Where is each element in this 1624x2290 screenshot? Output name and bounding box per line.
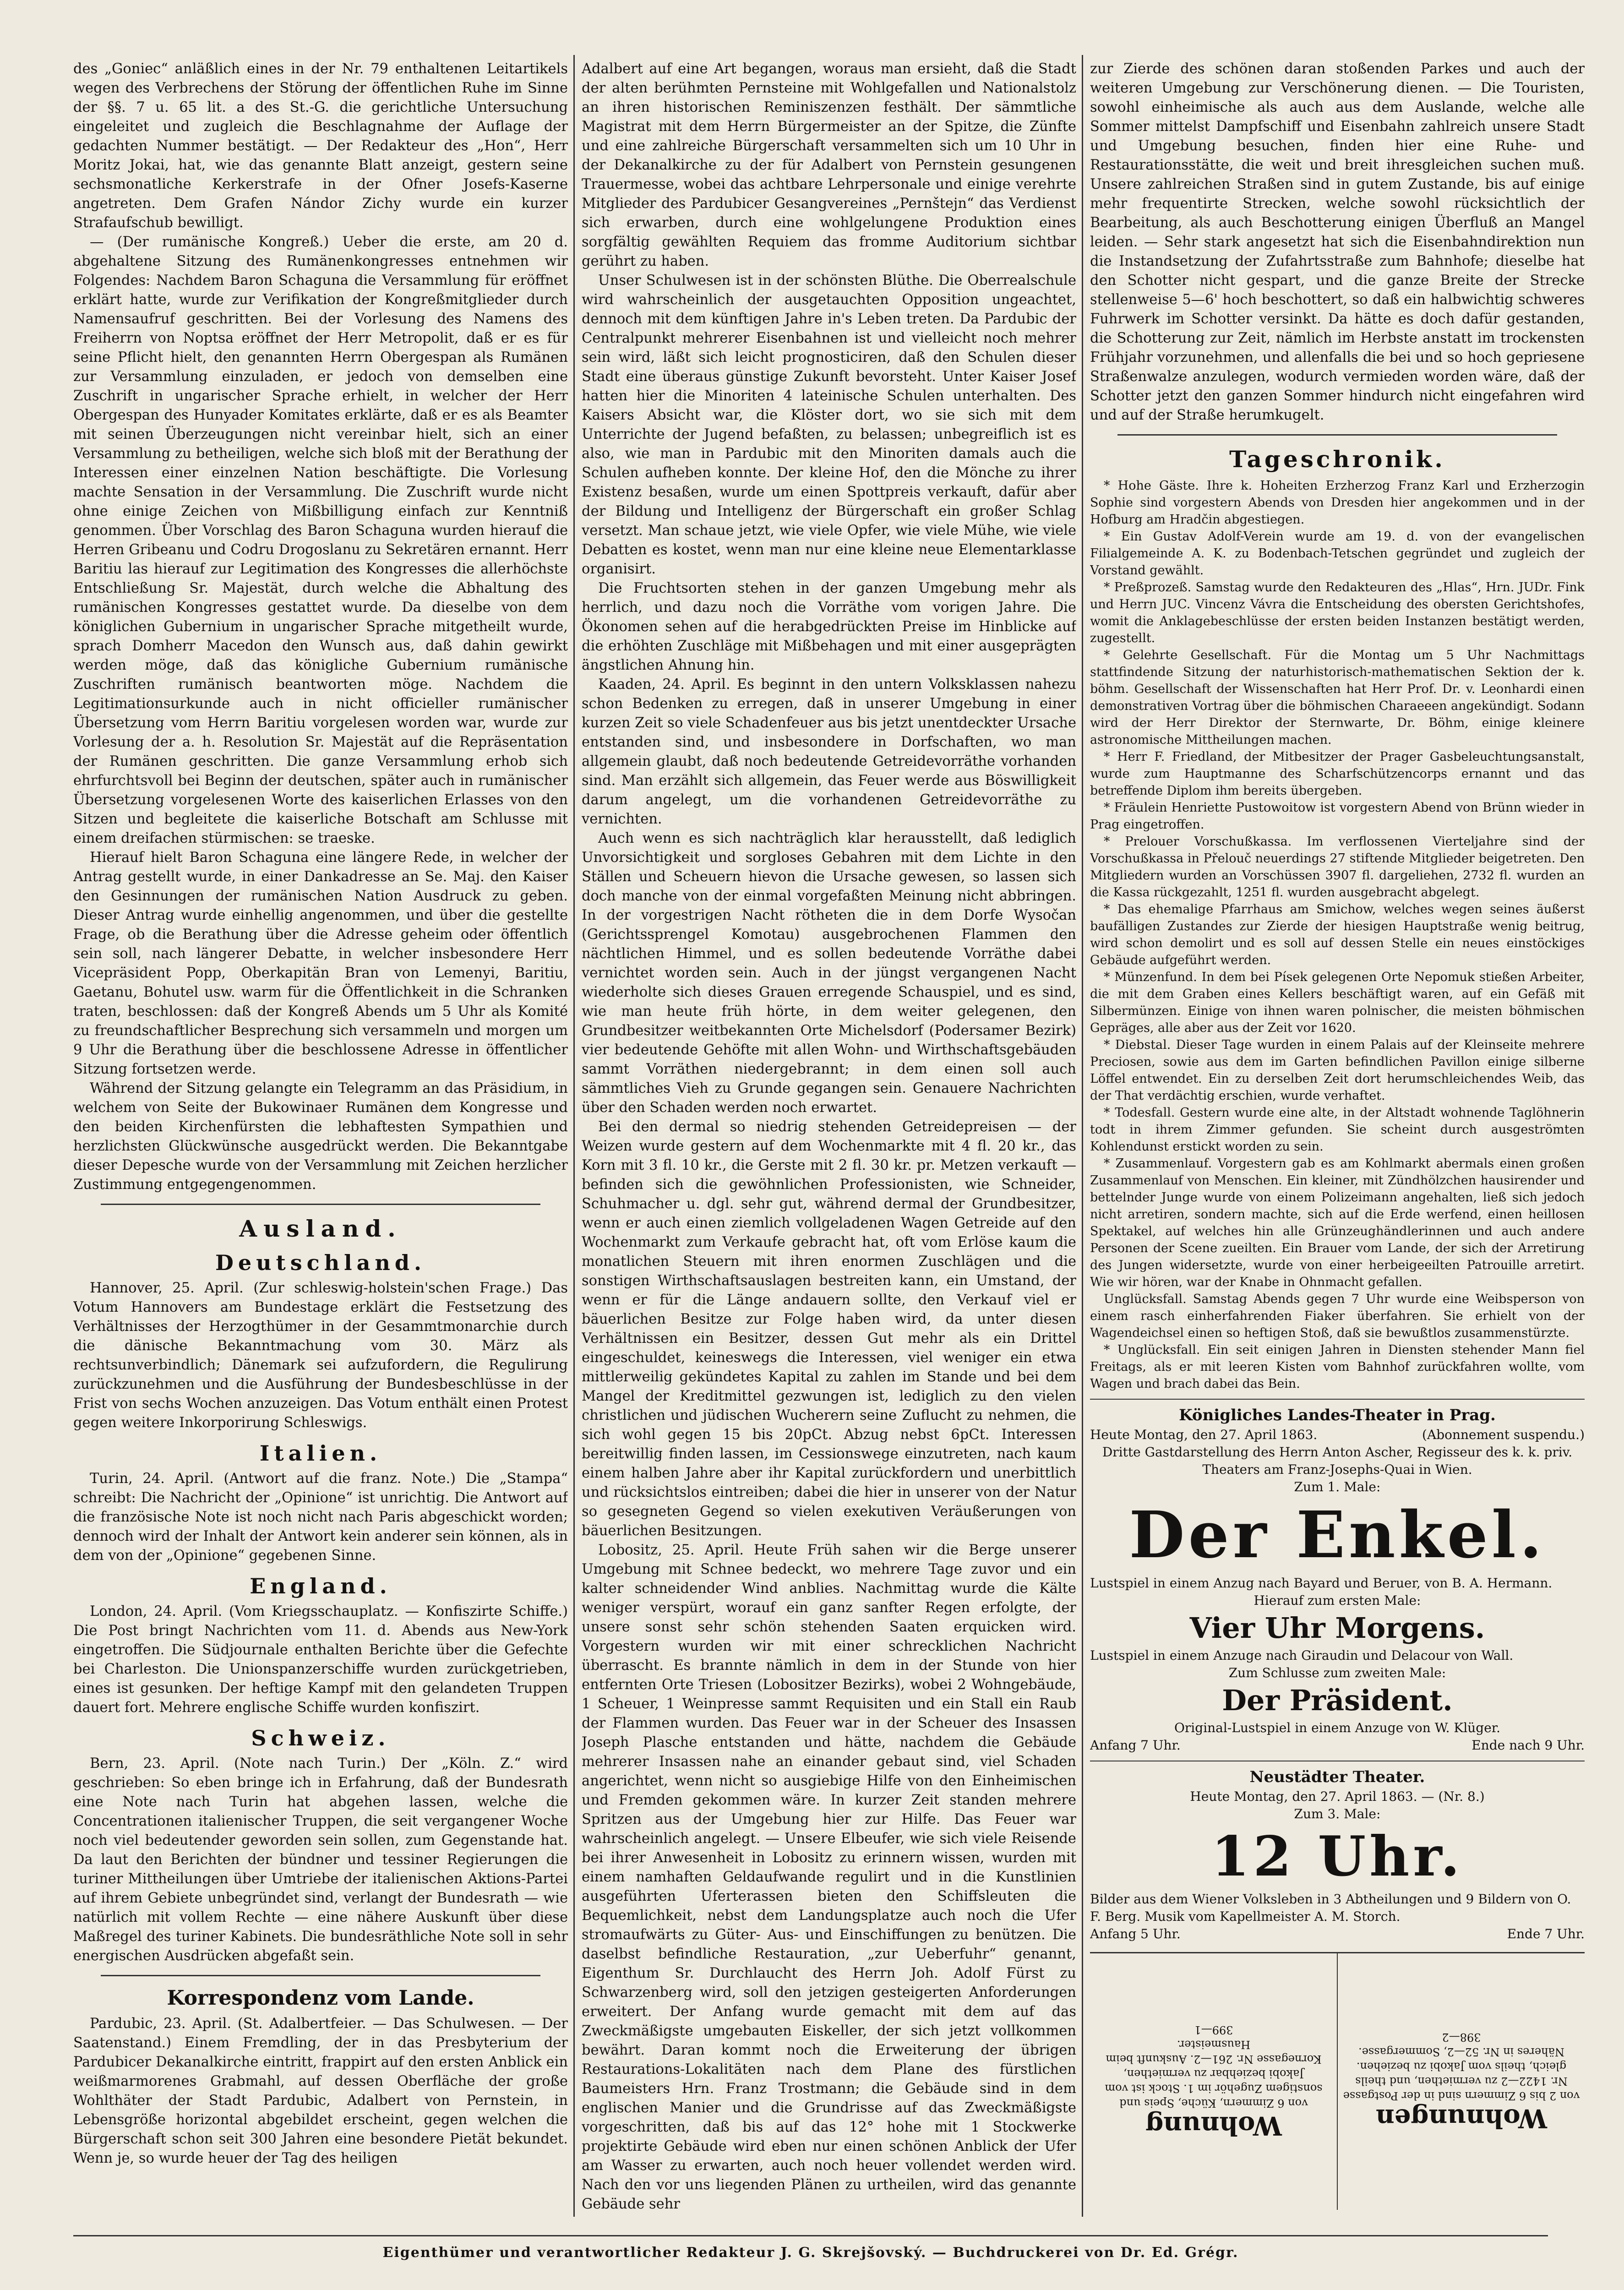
article-paragraph: Bei den dermal so niedrig stehenden Getreidepreisen — der Weizen wurde gestern auf dem Wochenmarkte mit 4 fl. 20 kr., das Korn mit 3 fl. 10 kr., die Gerste mit 2 fl. 30 kr. pr. Metzen verkauft — befinden sich die gewöhnlichen Professionisten, wie Schneider, Schuhmacher u. dgl. sehr gut, während dermal der Grundbesitzer, wenn er auch einen ziemlich vollgeladenen Wagen Getreide auf den Wochenmarkt zum Verkaufe gebracht hat, oft vom Erlöse kaum die monatlichen Steuern mit ihren enormen Zuschlägen und die sonstigen Wirthschaftsauslagen bestreiten kann, ein Umstand, der wenn er für die Länge andauern sollte, den Verkauf viel er bäuerlichen Besitze zur Folge haben wird, da unter diesen Verhältnissen ein Besitzer, dessen Gut mehr als ein Drittel eingeschuldet, keineswegs die Interessen, viel weniger ein etwa mittlerweilig gekündetes Kapital zu zahlen im Stande und bei dem Mangel der Kreditmittel gezwungen ist, lediglich zu den vielen christlichen und jüdischen Wucherern seine Zuflucht zu nehmen, die sich wohl gegen 15 bis 20pCt. Abzug nebst 6pCt. Interessen bereitwillig finden lassen, im Cessionswege einzutreten, nach kaum einem halben Jahre aber ihr Kapital zurückfordern und unerbittlich und rücksichtslos eintreiben; dabei die hier in unserer von der Natur so gesegneten Gegend so vielen exekutiven Veräußerungen von bäuerlichen Besitzungen. [582,1119,1076,1539]
news-item: * Münzenfund. In dem bei Písek gelegenen Orte Nepomuk stießen Arbeiter, die mit dem Graben eines Kellers beschäftigt waren, auf ein Gefäß mit Silbermünzen. Einige von ihnen waren polnischer, die meisten böhmischen Gepräges, alle aber aus der Zeit vor 1620. [1090,970,1585,1035]
article-paragraph: Unser Schulwesen ist in der schönsten Blüthe. Die Oberrealschule wird wahrscheinlich der ausgetauchten Opposition ungeachtet, dennoch mit dem künftigen Jahre in's Leben treten. Da Pardubic der Centralpunkt mehrerer Eisenbahnen ist und vielleicht noch mehrer sein wird, läßt sich leicht prognosticiren, daß den Schulen dieser Stadt eine überaus günstige Zukunft bevorsteht. Unter Kaiser Josef hatten hier die Minoriten 4 lateinische Schulen unterhalten. Des Kaisers Absicht war, die Klöster dort, wo sie sich mit dem Unterrichte der Jugend befaßten, zu belassen; unbegreiflich ist es also, wie man in Pardubic mit den Minoriten damals auch die Schulen aufheben konnte. Der kleine Hof, den die Mönche zu ihrer Existenz besaßen, wurde um einen Spottpreis verkauft, dafür aber der Bildung und Intelligenz der Bürgerschaft ein großer Schlag versetzt. Man schaue jetzt, wie viele Opfer, wie viele Mühe, wie viele Debatten es kostet, wenn man nur eine kleine neue Elementarklasse organisirt. [582,273,1076,577]
ad-title: Wohnung [1145,2110,1282,2141]
article-paragraph: Kaaden, 24. April. Es beginnt in den untern Volksklassen nahezu schon Bedenken zu erregen, daß in unserer Umgebung in einer kurzen Zeit so viele Schadenfeuer aus bis jetzt unentdeckter Ursache entstanden sind, und insbesondere in Dorfschaften, wo man allgemein glaubt, daß noch bedeutende Getreidevorräthe vorhanden sind. Man erzählt sich allgemein, das Feuer werde aus Böswilligkeit darum angelegt, um die vorhandenen Getreidevorräthe zu vernichten. [582,676,1076,827]
news-item: Unglücksfall. Samstag Abends gegen 7 Uhr wurde eine Weibsperson von einem rasch einherfahrenden Fiaker überfahren. Sie erhielt von der Wagendeichsel einen so heftigen Stoß, daß sie bewußtlos zusammenstürzte. [1090,1292,1585,1340]
column-right [1090,60,1585,2212]
section-heading-korrespondenz: Korrespondenz vom Lande. [167,1986,474,2010]
play-title-der-enkel: Der Enkel. [1129,1498,1546,1573]
column-rule [573,55,575,2217]
theatre-times-row [1090,1737,1585,1754]
theatre-performance-count: Zum Schlusse zum zweiten Male: [1228,1665,1446,1680]
news-item: * Prelouer Vorschußkassa. Im verflossenen Vierteljahre sind der Vorschußkassa in Přelouč neuerdings 27 stiftende Mitglieder beigetreten. Den Mitgliedern wurden an Vorschüssen 3907 fl. dargeliehen, 2732 fl. wurden an die Kassa rückgezahlt, 1251 fl. wurden ausgebracht abgelegt. [1090,834,1585,900]
section-heading-italien: Italien. [259,1441,382,1466]
section-heading-ausland: Ausland. [239,1215,402,1242]
theatre-performance-count: Hierauf zum ersten Male: [1253,1593,1421,1608]
play-description: Lustspiel in einem Anzug nach Bayard und Beruer, von B. A. Hermann. [1090,1576,1553,1591]
ad-text: von 2 bis 6 Zimmern sind in der Postgasse Nr. 1422—2 zu vermiethen, und theils gleich, theils vom Jakobi zu beziehen. Näheres in Nr. 52—2, Sommergasse. [1343,2045,1580,2102]
article-paragraph: zur Zierde des schönen daran stoßenden Parkes und auch der weiteren Umgebung zur Verschönerung dienen. — Die Touristen, sowohl einheimische als auch aus dem Auslande, welche alle Sommer mittelst Dampfschiff und Eisenbahn zahlreich unsere Stadt und Umgebung besuchen, finden hier eine Ruhe- und Restaurationsstätte, die weit und breit ihresgleichen suchen muß. Unsere zahlreichen Straßen sind in gutem Zustande, bis auf einige mehr frequentirte Strecken, welche sowohl rücksichtlich der Bearbeitung, als auch Beschotterung einigen Überfluß an Mangel leiden. — Sehr stark angesetzt hat sich die Eisenbahndirektion nun die Instandsetzung der Zufahrtsstraße zum Bahnhofe; dieselbe hat den Schotter nicht gespart, und die ganze Breite der Strecke stellenweise 5—6' hoch beschottert, so daß ein halbwichtig schweres Fuhrwerk im Schotter versinkt. Da hätte es doch dafür gestanden, die Schotterung zur Zeit, nämlich im Herbste anstatt im trockensten Frühjahr vorzunehmen, und allenfalls die bei und so hoch gepriesene Straßenwalze anzulegen, wodurch vermieden worden wäre, daß der Schotter jetzt den ganzen Sommer hindurch nicht eingefahren wird und auf der Straße herumkugelt. [1090,61,1585,423]
news-item: * Fräulein Henriette Pustowoitow ist vorgestern Abend von Brünn wieder in Prag eingetroffen. [1090,801,1585,832]
news-item: * Todesfall. Gestern wurde eine alte, in der Altstadt wohnende Taglöhnerin todt in ihrem Zimmer gefunden. Sie scheint durch ausgeströmten Kohlendunst erstickt worden zu sein. [1090,1106,1585,1154]
theatre-abonnement: (Abonnement suspendu.) [1422,1427,1585,1442]
theatre-date: Heute Montag, den 27. April 1863. [1090,1427,1318,1442]
article-paragraph: Pardubic, 23. April. (St. Adalbertfeier. — Das Schulwesen. — Der Saatenstand.) Einem Fremdling, der in das Presbyterium der Pardubicer Dekanalkirche eintritt, frappirt auf den ersten Anblick ein weißmarmorenes Grabmahl, auf dessen Oberfläche der große Wohlthäter der Stadt Pardubic, Adalbert von Pernstein, in Lebensgröße horizontal abgebildet erscheint, gegen welchen die Bürgerschaft schon seit 300 Jahren eine besondere Pietät bekundet. Wenn je, so wurde heuer der Tag des heiligen [73,2016,568,2166]
ad-text: von 6 Zimmern, Küche, Speis und sonstigem Zugehör im 1. Stock ist vom Jakobi beziehbar zu vermiethen, Kornegasse Nr. 261—2. Auskunft beim Hausmeister. [1104,2038,1323,2110]
article-paragraph: Hierauf hielt Baron Schaguna eine längere Rede, in welcher der Antrag gestellt wurde, in einer Dankadresse an Se. Maj. den Kaiser den Gesinnungen der rumänischen Nation Ausdruck zu geben. Dieser Antrag wurde einhellig angenommen, und über die gestellte Frage, ob die Berathung über die Adresse geheim oder öffentlich sein soll, nach längerer Debatte, in welcher insbesondere Herr Vicepräsident Popp, Oberkapitän Bran von Lemenyi, Baritiu, Gaetanu, Bohutel usw. warm für die Öffentlichkeit in die Schranken traten, beschlossen: daß der Kongreß Abends um 5 Uhr als Komité zu freundschaftlicher Besprechung sich versammeln und morgen um 9 Uhr die Berathung über die beschlossene Adresse in öffentlicher Sitzung fortsetzen werde. [73,850,568,1077]
news-item: * Zusammenlauf. Vorgestern gab es am Kohlmarkt abermals einen großen Zusammenlauf von Menschen. Ein kleiner, mit Zündhölzchen hausirender und bettelnder Junge wurde von einem Polizeimann angehalten, ließ sich jedoch nicht arretiren, sondern machte, sich auf die Erde werfend, einen heillosen Spektakel, auf welches hin alle Grünzeughändlerinnen und auch andere Personen der Scene zueilten. Ein Brauer vom Lande, der sich der Arretirung des Jungen widersetzte, wurde von einer herbeigeeilten Patrouille arretirt. Wie wir hören, war der Knabe in Ohnmacht gefallen. [1090,1156,1585,1289]
theatre-times-row [1090,1925,1585,1943]
article-paragraph: Lobositz, 25. April. Heute Früh sahen wir die Berge unserer Umgebung mit Schnee bedeckt, wo mehrere Tage zuvor und ein kalter schneidender Wind anblies. Nachmittag wurde die Kälte weniger verspürt, worauf ein ganz sanfter Regen erfolgte, der unsere sonst sehr schön stehenden Saaten erquicken wird. Vorgestern wurden wir mit einer schrecklichen Nachricht überrascht. Es brannte nämlich in dem in der Stunde von hier entfernten Orte Triesen (Lobositzer Bezirks), wobei 2 Wohngebäude, 1 Scheuer, 1 Weinpresse sammt Requisiten und ein Stall ein Raub der Flammen wurden. Das Feuer war in der Scheuer des Insassen Joseph Plasche entstanden und hätte, nachdem die Gebäude mehrerer Insassen nahe an einander gebaut sind, viel Schaden angerichtet, wenn nicht so ausgiebige Hilfe von den Einheimischen und Fremden gekommen wäre. In kurzer Zeit standen mehrere Spritzen aus der Umgebung hier zur Hilfe. Das Feuer war wahrscheinlich angelegt. — Unsere Elbeufer, wie sich viele Reisende bei ihrer Anwesenheit in Lobositz zu erinnern wissen, wurden mit einem namhaften Geldaufwande regulirt und in die Kunstlinien ausgeführten Uferterassen bieten den Schiffsleuten die Bequemlichkeit, nebst dem Landungsplatze auch noch die Ufer stromaufwärts zu Güter- Aus- und Einschiffungen zu benützen. Die daselbst befindliche Restauration, „zur Ueberfuhr“ genannt, Eigenthum Sr. Durchlaucht des Herrn Joh. Adolf Fürst zu Schwarzenberg wird, soll den jetzigen gesteigerten Anforderungen erweitert. Der Anfang wurde gemacht mit dem auf das Zweckmäßigste umgebauten Eiskeller, der sich jetzt vollkommen bewährt. Daran kommt noch die Erweiterung der übrigen Restaurations-Lokalitäten nach dem Plane des fürstlichen Baumeisters Hrn. Franz Trostmann; die Gebäude sind in dem englischen Manier und die Grundrisse auf das Zweckmäßigste vorgeschritten, daß bis auf das 12° hohe mit 1 Stockwerke projektirte Gebäude wird eben nur einen schönen Anblick der Ufer am Wasser zu erwarten, auch noch heuer vollendet werden wird. Nach den vor uns liegenden Plänen zu urtheilen, wird das genannte Gebäude sehr [582,1542,1076,2212]
column-rule [1082,55,1083,2217]
imprint-footer: Eigenthümer und verantwortlicher Redakteur J. G. Skrejšovský. — Buchdruckerei von Dr. Ed. Grégr. [73,2235,1548,2261]
play-title-12-uhr: 12 Uhr. [1211,1824,1464,1889]
section-heading-tageschronik: Tageschronik. [1229,446,1445,473]
article-paragraph: Hannover, 25. April. (Zur schleswig-holstein'schen Frage.) Das Votum Hannovers am Bundestage erklärt die Festsetzung des Verhältnisses der Herzogthümer in der Gesammtmonarchie durch die dänische Bekanntmachung vom 30. März als rechtsunverbindlich; Dänemark sei aufzufordern, die Regulirung zurückzunehmen und die Ausführung der Bundesbeschlüsse in der Frist von sechs Wochen anzuzeigen. Das Votum enthält einen Protest gegen weitere Inkorporirung Schleswigs. [73,1280,568,1431]
news-item: * Diebstal. Dieser Tage wurden in einem Palais auf der Kleinseite mehrere Preciosen, sowie aus dem im Garten befindlichen Pavillon einige silberne Löffel entwendet. Ein zu derselben Zeit dort herumschleichendes Weib, das der That verdächtig erschien, wurde verhaftet. [1090,1038,1585,1103]
article-paragraph: Während der Sitzung gelangte ein Telegramm an das Präsidium, in welchem von Seite der Bukowinaer Rumänen dem Kongresse und den beiden Kirchenfürsten die lebhaftesten Sympathien und herzlichsten Glückwünsche ausgedrückt werden. Die Bekanntgabe dieser Depesche wurde von der Versammlung mit Zeichen herzlicher Zustimmung entgegengenommen. [73,1080,568,1193]
play-title-praesident: Der Präsident. [1222,1684,1453,1717]
section-divider [1090,1399,1585,1400]
play-description: Lustspiel in einem Anzuge nach Giraudin und Delacour von Wall. [1090,1648,1514,1663]
ad-rotated-content [1095,2023,1333,2141]
news-item: * Gelehrte Gesellschaft. Für die Montag um 5 Uhr Nachmittags stattfindende Sitzung der naturhistorisch-mathematischen Sektion der k. böhm. Gesellschaft der Wissenschaften hat Herr Prof. Dr. v. Leonhardi einen demonstrativen Vortrag über die böhmischen Charaeeen angekündigt. Sodann wird der Herr Direktor der Sternwarte, Dr. Böhm, einige kleinere astronomische Mittheilungen machen. [1090,648,1585,747]
classified-ads [1090,1952,1585,2210]
ad-wohnung [1090,1953,1338,2210]
article-paragraph: — (Der rumänische Kongreß.) Ueber die erste, am 20 d. abgehaltene Sitzung des Rumänenkongresses entnehmen wir Folgendes: Nachdem Baron Schaguna die Versammlung für eröffnet erklärt hatte, wurde zur Verifikation der Kongreßmitglieder durch Namensaufruf geschritten. Bei der Vorlesung des Namens des Freiherrn von Noptsa eröffnet der Herr Metropolit, daß er es für seine Pflicht hielt, den genannten Herrn Obergespan als Rumänen zur Versammlung einzuladen, er jedoch von demselben eine Zuschrift in ungarischer Sprache erhielt, in welcher der Herr Obergespan des Hunyader Komitates erklärte, daß er es als Beamter mit seinen Überzeugungen nicht vereinbar hielt, sich an einer Versammlung zu betheiligen, welche sich bloß mit der Berathung der Interessen einer einzelnen Nation beschäftigte. Die Vorlesung machte Sensation in der Versammlung. Die Zuschrift wurde nicht ohne einige Zeichen von Mißbilligung einfach zur Kenntniß genommen. Über Vorschlag des Baron Schaguna wurden hierauf die Herren Gribeanu und Codru Drogoslanu zu Sekretären ernannt. Herr Baritiu las hierauf zur Legitimation des Kongresses die allerhöchste Entschließung Sr. Majestät, durch welche die Abhaltung des rumänischen Kongresses gestattet wurde. Da dieselbe von dem königlichen Gubernium in ungarischer Sprache mitgetheilt wurde, sprach Domherr Macedon den Wunsch aus, daß dahin gewirkt werden möge, daß das königliche Gubernium rumänische Zuschriften rumänisch beantworten möge. Nachdem die Legitimationsurkunde auch in nicht officieller rumänischer Übersetzung vom Herrn Baritiu vorgelesen worden war, wurde zur Vorlesung der a. h. Resolution Sr. Majestät auf die Repräsentation der Rumänen geschritten. Die ganze Versammlung erhob sich ehrfurchtsvoll bei Beginn der deutschen, später auch in rumänischer Übersetzung vorgelesenen Worte des kaiserlichen Erlasses von den Sitzen und begleitete die kaiserliche Botschaft am Schlusse mit einem dreifachen stürmischen: se traeske. [73,234,568,846]
ad-number: 399—1 [1193,2023,1233,2036]
article-paragraph: London, 24. April. (Vom Kriegsschauplatz. — Konfiszirte Schiffe.) Die Post bringt Nachrichten vom 11. d. Abends aus New-York eingetroffen. Die Südjournale enthalten Berichte über die Gefechte bei Charleston. Die Unionspanzerschiffe wurden zurückgetrieben, eines ist gesunken. Der heftige Kampf mit den gelandeten Truppen dauert fort. Mehrere englische Schiffe wurden konfiszirt. [73,1603,568,1716]
play-title-vier-uhr: Vier Uhr Morgens. [1189,1611,1485,1645]
theatre-end-time: Ende nach 9 Uhr. [1471,1738,1585,1753]
section-heading-deutschland: Deutschland. [215,1250,426,1275]
column-middle [582,60,1076,2212]
news-item: * Das ehemalige Pfarrhaus am Smichow, welches wegen seines äußerst baufälligen Zustandes zur Zierde der hiesigen Hauptstraße wenig beitrug, wird schon demolirt und es soll auf dessen Stelle ein neues einstöckiges Gebäude aufgeführt werden. [1090,902,1585,967]
theatre-performance-count: Zum 3. Male: [1294,1806,1381,1821]
news-item: * Herr F. Friedland, der Mitbesitzer der Prager Gasbeleuchtungsanstalt, wurde zum Hauptmanne des Scharfschützencorps ernannt und das betreffende Diplom ihm bereits übergeben. [1090,750,1585,798]
section-divider [101,1204,540,1205]
play-description: Bilder aus dem Wiener Volksleben in 3 Abtheilungen und 9 Bildern von O. F. Berg. Musik vom Kapellmeister A. M. Storch. [1090,1892,1571,1924]
ad-wohnungen [1338,1953,1585,2210]
section-heading-england: England. [250,1574,392,1598]
article-paragraph: Turin, 24. April. (Antwort auf die franz. Note.) Die „Stampa“ schreibt: Die Nachricht der „Opinione“ ist unrichtig. Die Antwort auf die französische Note ist noch nicht nach Paris abgeschickt worden; dennoch wird der Inhalt der Antwort kein anderer sein können, als in dem von der „Opinione“ gegebenen Sinne. [73,1471,568,1564]
theatre-start-time: Anfang 7 Uhr. [1090,1738,1181,1753]
article-paragraph: des „Goniec“ anläßlich eines in der Nr. 79 enthaltenen Leitartikels wegen des Verbrechens der Störung der öffentlichen Ruhe im Sinne der §§. 7 u. 65 lit. a des St.-G. die gerichtliche Untersuchung eingeleitet und zugleich die Beschlagnahme der Auflage der gedachten Nummer bestätigt. — Der Redakteur des „Hon“, Herr Moritz Jokai, hat, wie das genannte Blatt anzeigt, gestern seine sechsmonatliche Kerkerstrafe in der Ofner Josefs-Kaserne angetreten. Dem Grafen Nándor Zichy wurde ein kurzer Strafaufschub bewilligt. [73,61,568,231]
ad-title: Wohnungen [1375,2103,1547,2133]
ad-rotated-content [1342,2030,1580,2133]
article-paragraph: Adalbert auf eine Art begangen, woraus man ersieht, daß die Stadt der alten berühmten Pernsteine mit Wohlgefallen und Nationalstolz an ihren historischen Reminiszenzen festhält. Der sämmtliche Magistrat mit dem Herrn Bürgermeister an der Spitze, die Zünfte und eine zahlreiche Bürgerschaft versammelten sich um 10 Uhr in der Dekanalkirche zu der für Adalbert von Pernstein gesungenen Trauermesse, wobei das achtbare Lehrpersonale und einige verehrte Mitglieder des Pardubicer Gesangvereines „Pernštejn“ das Verdienst sich erwarben, durch eine wohlgelungene Produktion eines sorgfältig gewählten Requiem das fromme Auditorium sichtbar gerührt zu haben. [582,61,1076,269]
theatre-guest-note: Dritte Gastdarstellung des Herrn Anton Ascher, Regisseur des k. k. priv. Theaters am Franz-Josephs-Quai in Wien. [1102,1445,1573,1477]
news-item: * Hohe Gäste. Ihre k. Hoheiten Erzherzog Franz Karl und Erzherzogin Sophie sind vorgestern Abends von Dresden hier angekommen und in der Hofburg am Hradčin abgestiegen. [1090,479,1585,527]
column-left [73,60,568,2212]
section-heading-schweiz: Schweiz. [251,1726,390,1750]
news-item: * Preßprozeß. Samstag wurde den Redakteuren des „Hlas“, Hrn. JUDr. Fink und Herrn JUC. Vincenz Vávra die Entscheidung des obersten Gerichtshofes, womit die Anklagebeschlüsse der ersten beiden Instanzen bestätigt werden, zugestellt. [1090,580,1585,645]
news-item: * Unglücksfall. Ein seit einigen Jahren in Diensten stehender Mann fiel Freitags, als er mit leeren Kisten vom Bahnhof zurückfahren wollte, vom Wagen und brach dabei das Bein. [1090,1343,1585,1391]
theatre-heading-neustaedter: Neustädter Theater. [1249,1768,1425,1786]
theatre-start-time: Anfang 5 Uhr. [1090,1926,1181,1941]
article-paragraph: Die Fruchtsorten stehen in der ganzen Umgebung mehr als herrlich, und dazu noch die Vorräthe vom vorigen Jahre. Die Ökonomen sehen auf die herabgedrückten Preise im Hinblicke auf die erhöhten Zuschläge mit Mißbehagen und mit einer ausgeprägten ängstlichen Ahnung hin. [582,580,1076,673]
play-description: Original-Lustspiel in einem Anzuge von W. Klüger. [1174,1720,1501,1735]
theatre-heading-landes: Königliches Landes-Theater in Prag. [1179,1406,1496,1424]
section-divider [101,1975,540,1976]
theatre-end-time: Ende 7 Uhr. [1507,1926,1585,1941]
theatre-performance-count: Zum 1. Male: [1294,1479,1381,1494]
ad-number: 398—2 [1441,2031,1481,2044]
article-paragraph: Auch wenn es sich nachträglich klar herausstellt, daß lediglich Unvorsichtigkeit und sorgloses Gebahren mit dem Lichte in den Ställen und Scheuern hievon die Ursache gewesen, so lassen sich doch manche von der einmal vorgefaßten Meinung nicht abbringen. In der vorgestrigen Nacht rötheten die in dem Dorfe Wysočan (Gerichtssprengel Komotau) ausgebrochenen Flammen den nächtlichen Himmel, und es sollen bedeutende Vorräthe dabei vernichtet worden sein. Auch in der jüngst vergangenen Nacht wiederholte sich dieses Grauen erregende Schauspiel, und es sind, wie man heute früh hörte, in dem weiter gelegenen, den Grundbesitzer weitbekannten Orte Michelsdorf (Podersamer Bezirk) vier bedeutende Gehöfte mit allen Wohn- und Wirthschaftsgebäuden sammt Vorräthen niedergebrannt; in dem einen soll auch sämmtliches Vieh zu Grunde gegangen sein. Genauere Nachrichten über den Schaden werden noch erwartet. [582,830,1076,1116]
section-divider [1117,434,1557,436]
theatre-date-row [1090,1426,1585,1444]
news-item: * Ein Gustav Adolf-Verein wurde am 19. d. von der evangelischen Filialgemeinde A. K. zu Bodenbach-Tetschen gegründet und zugleich der Vorstand gewählt. [1090,529,1585,578]
theatre-date: Heute Montag, den 27. April 1863. — (Nr. 8.) [1190,1789,1485,1804]
article-paragraph: Bern, 23. April. (Note nach Turin.) Der „Köln. Z.“ wird geschrieben: So eben bringe ich in Erfahrung, daß der Bundesrath eine Note nach Turin hat abgehen lassen, welche die Concentrationen italienischer Truppen, die seit vergangener Woche noch viel bedeutender geworden sein sollen, zum Gegenstande hat. Da laut den Berichten der bündner und tessiner Regierungen die turiner Mittheilungen über Umtriebe der italienischen Aktions-Partei auf ihrem Gebiete unbegründet sind, verlangt der Bundesrath — wie natürlich mit vollem Rechte — eine nähere Auskunft über diese Maßregel des turiner Kabinets. Die bundesräthliche Note soll in sehr energischen Ausdrücken abgefaßt sein. [73,1756,568,1964]
